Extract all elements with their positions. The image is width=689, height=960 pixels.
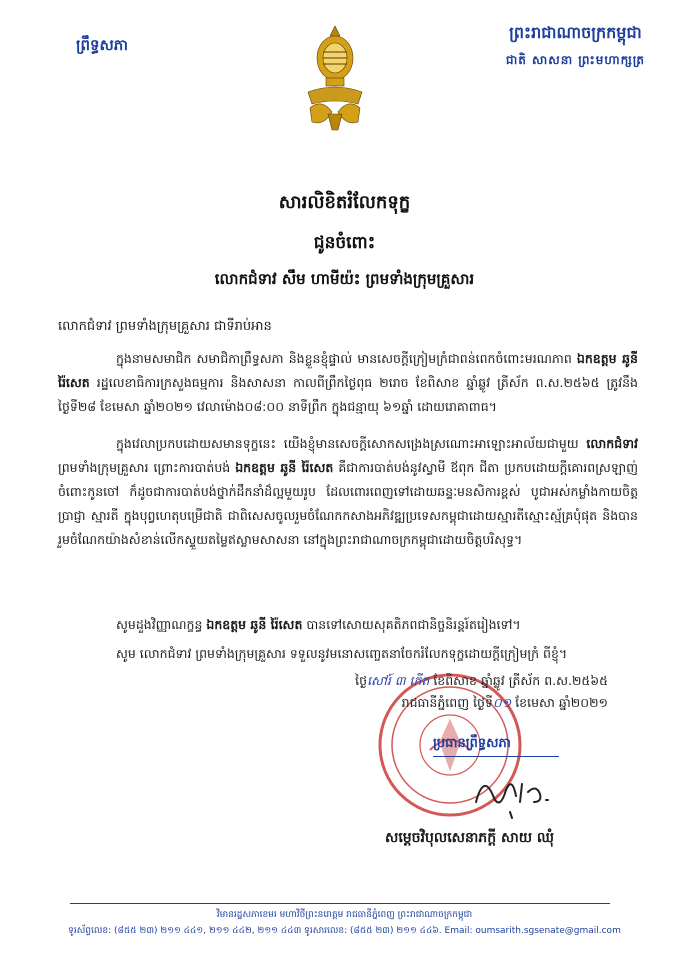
deceased-name: ឯកឧត្តម ឆូនី រ៉ៃសេត	[58, 351, 638, 390]
senate-label: ព្រឹទ្ធសភា	[76, 36, 129, 54]
signatory-name: សម្តេចវិបុលសេនាភក្តី សាយ ឈុំ	[385, 830, 555, 846]
deceased-name: ឯកឧត្តម ឆូនី រ៉ៃសេត	[235, 460, 334, 475]
paragraph-2: ក្នុងវេលាប្រកបដោយសមានទុក្ខនេះ យើងខ្ញុំមានសេចក្ដីសោកសង្រេងស្រណោះអាឡោះអាល័យជាមួយ លោកជំទាវ ព្រមទាំងក្រុមគ្រួសារ ព្រោះការបាត់បង់ ឯកឧត្តម ឆូនី រ៉ៃសេត គឺជាការបាត់បង់នូវស្វាមី ឪពុក ជីតា ប្រកបដោយក្ដីគោរពស្រឡាញ់ចំពោះកូនចៅ ក៏ដូចជាការបាត់បង់ថ្នាក់ដឹកនាំដ៏ល្អមួយរូប ដែលពោរពេញទៅដោយឆន្ទៈមនសិការខ្ពស់ បូជាអស់កម្លាំងកាយចិត្ត ប្រាជ្ញា ស្មារតី ក្នុងបុព្វហេតុបម្រើជាតិ ជាពិសេសចូលរួមចំណែកកសាងអភិវឌ្ឍប្រទេសកម្ពុជាដោយស្មារតីស្មោះស្ម័គ្រប៉ំផុត និងបានរួមចំណែកយ៉ាងសំខាន់លើកស្ទួយតម្លៃឥស្លាមសាសនា នៅក្នុងព្រះរាជាណាចក្រកម្ពុជាដោយចិត្តបរិសុទ្ធ។	[58, 436, 638, 547]
handwritten-date: ០១	[492, 695, 512, 710]
widow-title: លោកជំទាវ	[586, 436, 638, 451]
paragraph-4: សូម លោកជំទាវ ព្រមទាំងក្រុមគ្រួសារ ទទួលនូវមនោសញ្ចេតនាចែករំលែកទុក្ខដោយក្ដីក្រៀមក្រំ ពីខ្ញុំ។	[116, 646, 568, 661]
national-motto: ជាតិ សាសនា ព្រះមហាក្សត្រ	[505, 53, 645, 67]
letter-title: សារលិខិតរំលែកទុក្ខ	[278, 192, 411, 213]
signatory-title: ប្រធានព្រឹទ្ធសភា	[433, 736, 511, 751]
solar-date: រាជធានីភ្នំពេញ ថ្ងៃទី០១ ខែមេសា ឆ្នាំ២០២១	[401, 695, 608, 710]
footer-address: វិមានរដ្ឋសភាខេមរ មហាវិថីព្រះនរោត្តម រាជធានីភ្នំពេញ ព្រះរាជាណាចក្រកម្ពុជា	[216, 910, 473, 920]
signatory-underline	[433, 756, 559, 757]
deceased-name: ឯកឧត្តម ឆូនី រ៉ៃសេត	[206, 617, 303, 632]
handwritten-day: សៅរ៍ ៣ កើត	[367, 673, 430, 688]
addressee-heading: ជូនចំពោះ	[313, 233, 376, 253]
paragraph-3: សូមដួងវិញ្ញាណក្ខន្ធ ឯកឧត្តម ឆូនី រ៉ៃសេត បានទៅសោយសុគតិភពជានិច្ចនិរន្តរ៍តរៀងទៅ។	[116, 617, 521, 632]
footer-divider	[70, 903, 610, 904]
addressee-name: លោកជំទាវ សឹម ហាមីយ៉ះ ព្រមទាំងក្រុមគ្រួសារ	[214, 270, 475, 288]
handwritten-signature	[470, 762, 580, 820]
lunar-date: ថ្ងៃសៅរ៍ ៣ កើត ខែពិសាខ ឆ្នាំឆ្លូវ ត្រីស័ក ព.ស.២៥៦៥	[355, 673, 608, 688]
paragraph-1: ក្នុងនាមសមាជិក សមាជិកាព្រឹទ្ធសភា និងខ្លួនខ្ញុំផ្ទាល់ មានសេចក្ដីក្រៀមក្រំជាពន់ពេកចំពោះមរណភាព ឯកឧត្តម ឆូនី រ៉ៃសេត រដ្ឋលេខាធិការក្រសួងធម្មការ និងសាសនា កាលពីព្រឹកថ្ងៃពុធ ២រោច ខែពិសាខ ឆ្នាំឆ្លូវ ត្រីស័ក ព.ស.២៥៦៥ ត្រូវនឹងថ្ងៃទី២៨ ខែមេសា ឆ្នាំ២០២១ វេលាម៉ោង០៨:០០ នាទីព្រឹក ក្នុងជន្មាយុ ៦១ឆ្នាំ ដោយរោគាពាធ។	[58, 351, 638, 414]
salutation: លោកជំទាវ ព្រមទាំងក្រុមគ្រួសារ ជាទីរាប់អាន	[58, 319, 272, 334]
kingdom-name: ព្រះរាជាណាចក្រកម្ពុជា	[509, 23, 642, 42]
royal-emblem-icon	[302, 22, 368, 134]
kingdom-header	[506, 22, 645, 70]
footer-contact: ទូរស័ព្ទលេខ: (៨៥៥ ២៣) ២១១ ៤៤១, ២១១ ៤៤២, ២១១ ៤៤៣ ទូរសារលេខ: (៨៥៥ ២៣) ២១១ ៤៤៦. Email: oumsarith.sgsenate@gmail.com	[68, 926, 621, 936]
date-block	[286, 670, 646, 714]
